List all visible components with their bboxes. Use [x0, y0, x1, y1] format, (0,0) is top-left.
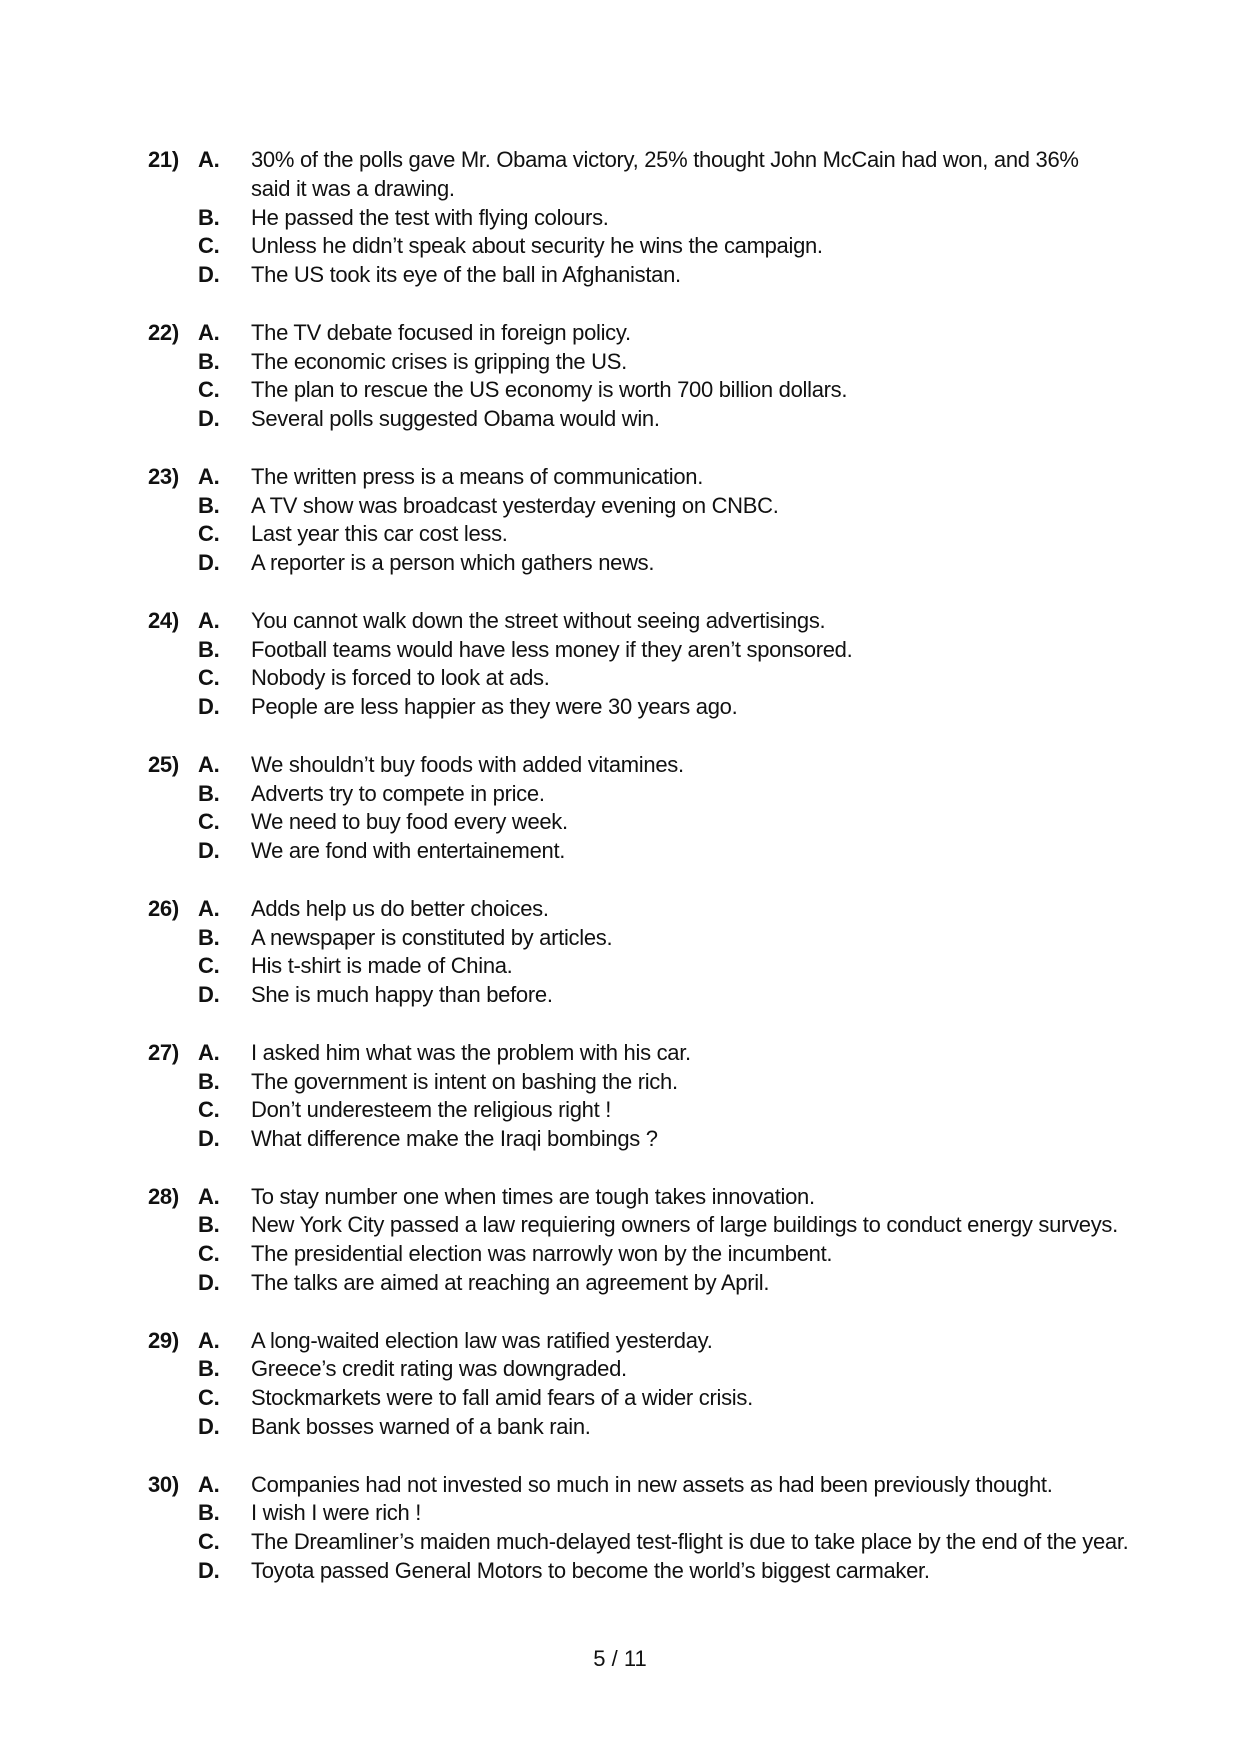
option-text: Football teams would have less money if they aren’t sponsored. [251, 636, 853, 662]
question-number: 27) [148, 1039, 179, 1065]
option-text: We need to buy food every week. [251, 809, 568, 835]
option-label: D. [198, 550, 220, 576]
answer-option [148, 1327, 1128, 1356]
answer-option [148, 1413, 1128, 1442]
question-number: 23) [148, 463, 179, 489]
answer-option [148, 808, 1128, 837]
option-text: I asked him what was the problem with his car. [251, 1039, 691, 1065]
option-label: A. [198, 895, 220, 921]
option-text: The presidential election was narrowly won by the incumbent. [251, 1241, 833, 1267]
answer-option [148, 1211, 1128, 1240]
answer-option [148, 895, 1128, 924]
answer-option [148, 1557, 1128, 1586]
option-label: B. [198, 1500, 220, 1526]
option-label: A. [198, 319, 220, 345]
answer-option [148, 348, 1128, 377]
option-text: The talks are aimed at reaching an agreement by April. [251, 1270, 770, 1296]
answer-option [148, 1528, 1128, 1557]
option-label: B. [198, 492, 220, 518]
option-label: D. [198, 694, 220, 720]
option-text: His t-shirt is made of China. [251, 953, 513, 979]
option-text: Adds help us do better choices. [251, 895, 549, 921]
answer-option [148, 463, 1128, 492]
answer-option [148, 751, 1128, 780]
option-label: B. [198, 1212, 220, 1238]
option-text: A long-waited election law was ratified yesterday. [251, 1327, 713, 1353]
option-text: We are fond with entertainement. [251, 838, 566, 864]
option-text: 30% of the polls gave Mr. Obama victory, 25% thought John McCain had won, and 36% said it was a drawing. [251, 147, 1079, 201]
answer-option [148, 1240, 1128, 1269]
answer-option [148, 261, 1128, 290]
answer-option [148, 232, 1128, 261]
answer-option [148, 924, 1128, 953]
option-label: A. [198, 1471, 220, 1497]
option-label: C. [198, 665, 220, 691]
question-number: 28) [148, 1183, 179, 1209]
question-item [148, 1183, 1128, 1298]
option-text: Adverts try to compete in price. [251, 780, 545, 806]
option-text: She is much happy than before. [251, 982, 553, 1008]
option-text: He passed the test with flying colours. [251, 204, 609, 230]
option-label: B. [198, 636, 220, 662]
option-text: You cannot walk down the street without seeing advertisings. [251, 607, 826, 633]
option-text: The written press is a means of communication. [251, 463, 704, 489]
question-item [148, 607, 1128, 722]
option-label: D. [198, 838, 220, 864]
option-text: The plan to rescue the US economy is worth 700 billion dollars. [251, 377, 848, 403]
option-label: D. [198, 1414, 220, 1440]
option-label: B. [198, 204, 220, 230]
option-label: A. [198, 1039, 220, 1065]
question-number: 22) [148, 319, 179, 345]
answer-option [148, 607, 1128, 636]
option-text: Last year this car cost less. [251, 521, 508, 547]
answer-option [148, 319, 1128, 348]
option-label: D. [198, 1558, 220, 1584]
answer-option [148, 636, 1128, 665]
question-item [148, 895, 1128, 1010]
option-label: A. [198, 147, 220, 172]
option-label: A. [198, 1183, 220, 1209]
answer-option [148, 1384, 1128, 1413]
option-label: C. [198, 1241, 220, 1267]
answer-option [148, 1096, 1128, 1125]
option-text: Stockmarkets were to fall amid fears of a wider crisis. [251, 1385, 753, 1411]
option-text: The economic crises is gripping the US. [251, 348, 627, 374]
option-text: Greece’s credit rating was downgraded. [251, 1356, 627, 1382]
option-text: Don’t underesteem the religious right ! [251, 1097, 612, 1123]
option-text: Toyota passed General Motors to become the world’s biggest carmaker. [251, 1558, 930, 1584]
option-text: What difference make the Iraqi bombings ? [251, 1126, 658, 1152]
option-label: D. [198, 1270, 220, 1296]
answer-option [148, 1471, 1128, 1500]
answer-option [148, 693, 1128, 722]
option-text: The US took its eye of the ball in Afghanistan. [251, 262, 681, 288]
question-item [148, 1039, 1128, 1154]
answer-option [148, 549, 1128, 578]
question-item [148, 146, 1128, 290]
page-number: 5 / 11 [593, 1646, 647, 1671]
question-list [148, 146, 1128, 1615]
question-item [148, 463, 1128, 578]
answer-option [148, 376, 1128, 405]
option-text: Nobody is forced to look at ads. [251, 665, 550, 691]
option-label: A. [198, 463, 220, 489]
option-label: C. [198, 1385, 220, 1411]
option-text: The TV debate focused in foreign policy. [251, 319, 631, 345]
option-text: A newspaper is constituted by articles. [251, 924, 613, 950]
question-number: 30) [148, 1471, 179, 1497]
option-label: B. [198, 1068, 220, 1094]
option-text: Companies had not invested so much in new assets as had been previously thought. [251, 1471, 1053, 1497]
question-number: 26) [148, 895, 179, 921]
option-text: The government is intent on bashing the rich. [251, 1068, 678, 1094]
answer-option [148, 981, 1128, 1010]
answer-option [148, 952, 1128, 981]
question-number: 29) [148, 1327, 179, 1353]
option-text: New York City passed a law requiering owners of large buildings to conduct energy surveys. [251, 1212, 1118, 1238]
question-item [148, 1471, 1128, 1586]
option-label: B. [198, 924, 220, 950]
option-text: The Dreamliner’s maiden much-delayed test-flight is due to take place by the end of the year. [251, 1529, 1129, 1555]
option-label: B. [198, 348, 220, 374]
option-label: D. [198, 406, 220, 432]
option-label: B. [198, 1356, 220, 1382]
option-label: D. [198, 1126, 220, 1152]
option-label: C. [198, 377, 220, 403]
answer-option [148, 492, 1128, 521]
option-text: I wish I were rich ! [251, 1500, 422, 1526]
option-label: D. [198, 262, 220, 288]
answer-option [148, 1039, 1128, 1068]
answer-option [148, 780, 1128, 809]
question-item [148, 1327, 1128, 1442]
option-text: To stay number one when times are tough takes innovation. [251, 1183, 815, 1209]
option-label: C. [198, 953, 220, 979]
question-item [148, 319, 1128, 434]
option-label: C. [198, 1529, 220, 1555]
answer-option [148, 1355, 1128, 1384]
answer-option [148, 146, 1128, 204]
answer-option [148, 1068, 1128, 1097]
answer-option [148, 1183, 1128, 1212]
option-label: A. [198, 751, 220, 777]
question-number: 24) [148, 607, 179, 633]
answer-option [148, 204, 1128, 233]
option-label: D. [198, 982, 220, 1008]
option-label: C. [198, 233, 220, 259]
option-text: Bank bosses warned of a bank rain. [251, 1414, 591, 1440]
option-label: B. [198, 780, 220, 806]
answer-option [148, 1499, 1128, 1528]
option-text: A TV show was broadcast yesterday evening on CNBC. [251, 492, 779, 518]
option-label: C. [198, 1097, 220, 1123]
option-text: A reporter is a person which gathers news. [251, 550, 655, 576]
option-text: Unless he didn’t speak about security he wins the campaign. [251, 233, 823, 259]
option-text: People are less happier as they were 30 years ago. [251, 694, 738, 720]
question-item [148, 751, 1128, 866]
question-number: 25) [148, 751, 179, 777]
option-label: A. [198, 1327, 220, 1353]
answer-option [148, 1269, 1128, 1298]
option-text: Several polls suggested Obama would win. [251, 406, 660, 432]
answer-option [148, 837, 1128, 866]
option-label: C. [198, 809, 220, 835]
option-text: We shouldn’t buy foods with added vitamines. [251, 751, 684, 777]
answer-option [148, 664, 1128, 693]
answer-option [148, 520, 1128, 549]
question-number: 21) [148, 147, 179, 172]
option-label: C. [198, 521, 220, 547]
answer-option [148, 405, 1128, 434]
option-label: A. [198, 607, 220, 633]
answer-option [148, 1125, 1128, 1154]
